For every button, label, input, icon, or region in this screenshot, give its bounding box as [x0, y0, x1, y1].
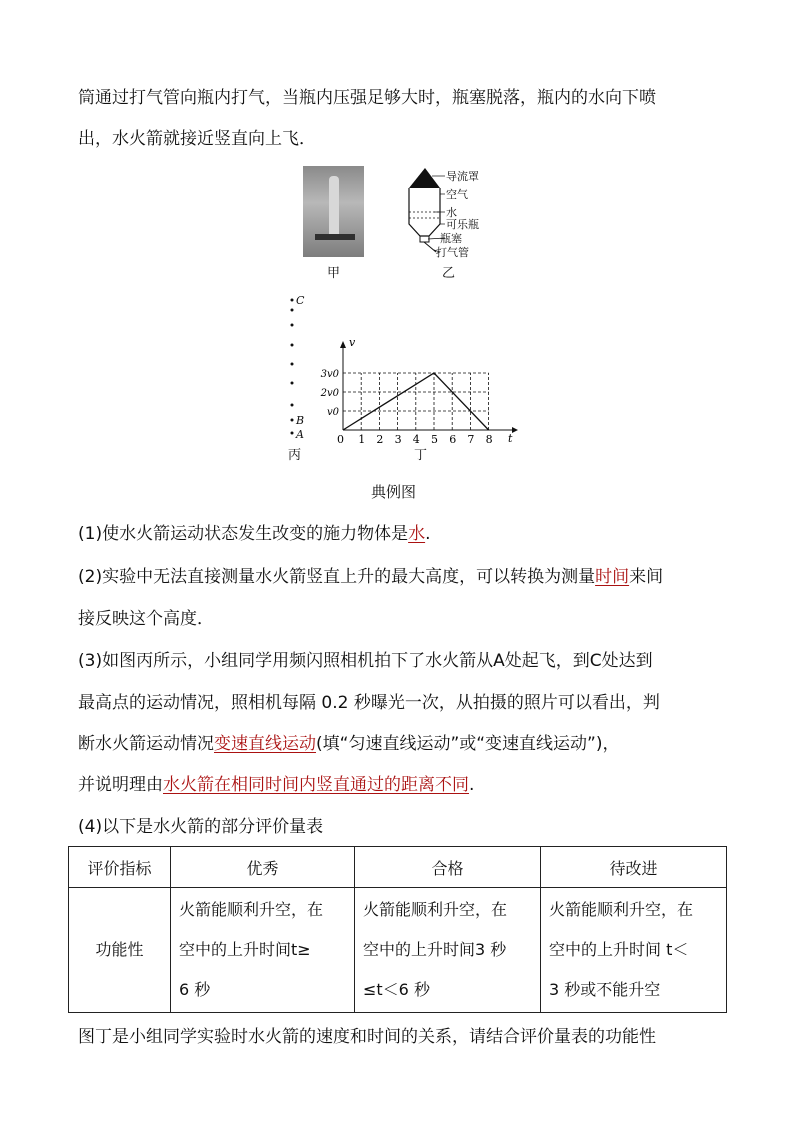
x-tick-label: 3	[394, 433, 402, 446]
question-3-line-4	[78, 774, 474, 796]
q3-reason-text: 并说明理由	[78, 775, 163, 795]
point-b-label: B	[296, 414, 305, 427]
cell-line: 火箭能顺利升空，在	[179, 900, 324, 919]
bottle-shape	[329, 176, 339, 236]
yi-label-bottle: 可乐瓶	[446, 218, 479, 231]
velocity-line	[343, 373, 489, 430]
cell-pass	[355, 888, 541, 1013]
x-tick-label: 4	[412, 433, 420, 446]
y-axis-arrow	[340, 341, 346, 348]
q3-end: .	[469, 775, 475, 795]
x-tick-label: 5	[431, 433, 438, 446]
q3-answer-reason: 水火箭在相同时间内竖直通过的距离不同	[163, 775, 469, 795]
strobe-dot	[291, 344, 294, 347]
intro-line-1: 筒通过打气管向瓶内打气，当瓶内压强足够大时，瓶塞脱落，瓶内的水向下喷	[78, 88, 656, 108]
x-tick-label: 1	[358, 433, 366, 446]
y-tick-label: v0	[326, 407, 339, 418]
x-tick-label: 7	[467, 433, 475, 446]
cell-line: 空中的上升时间 t＜	[549, 940, 689, 959]
cell-line: 空中的上升时间t≥	[179, 940, 311, 959]
x-tick-label: 6	[449, 433, 457, 446]
intro-line-2: 出，水火箭就接近竖直向上飞．	[78, 129, 316, 149]
strobe-dot	[291, 299, 294, 302]
row-label-function: 功能性	[69, 888, 171, 1013]
cell-improve	[541, 888, 727, 1013]
strobe-dot	[291, 309, 294, 312]
label-bing: 丙	[288, 448, 302, 463]
strobe-dot	[291, 404, 294, 407]
x-tick-label: 0	[337, 433, 344, 446]
question-3-line-1: (3)如图丙所示，小组同学用频闪照相机拍下了水火箭从A处起飞，到C处达到	[78, 651, 653, 671]
strobe-dot	[291, 363, 294, 366]
diagram-yi	[400, 166, 500, 270]
fairing	[409, 168, 440, 188]
question-2	[78, 566, 663, 588]
cell-line: 3 秒或不能升空	[549, 980, 661, 999]
q2-text: (2)实验中无法直接测量水火箭竖直上升的最大高度，可以转换为测量	[78, 567, 596, 587]
label-yi: 乙	[442, 266, 456, 281]
question-1	[78, 523, 431, 545]
evaluation-table	[68, 846, 727, 1013]
stopper	[420, 236, 429, 242]
question-2-line-2: 接反映这个高度．	[78, 609, 214, 629]
cell-line: 6 秒	[179, 980, 211, 999]
y-axis-label: v	[349, 336, 356, 349]
x-axis-label: t	[508, 432, 513, 445]
label-jia: 甲	[327, 266, 341, 281]
cell-line: 火箭能顺利升空，在	[549, 900, 694, 919]
chart-grid	[343, 373, 489, 430]
figure-caption: 典例图	[371, 483, 417, 501]
header-pass: 合格	[355, 847, 541, 888]
q1-end: .	[425, 524, 431, 544]
point-a-label: A	[296, 428, 304, 441]
q3-answer-motion: 变速直线运动	[214, 734, 316, 754]
x-tick-label: 2	[376, 433, 384, 446]
header-improve: 待改进	[541, 847, 727, 888]
cell-line: 火箭能顺利升空，在	[363, 900, 508, 919]
strobe-dot	[291, 324, 294, 327]
header-excellent: 优秀	[171, 847, 355, 888]
footer-text: 图丁是小组同学实验时水火箭的速度和时间的关系，请结合评价量表的功能性	[78, 1027, 656, 1047]
q2-answer: 时间	[595, 567, 630, 587]
point-c-label: C	[296, 294, 305, 307]
vt-chart	[320, 336, 520, 448]
strobe-dot	[291, 432, 294, 435]
photo-jia	[303, 166, 364, 257]
launch-stand	[315, 234, 355, 240]
diagram-bing	[282, 292, 322, 442]
strobe-dot	[291, 382, 294, 385]
q1-text: (1)使水火箭运动状态发生改变的施力物体是	[78, 524, 409, 544]
yi-label-tube: 打气管	[436, 246, 469, 259]
yi-label-stopper: 瓶塞	[440, 232, 462, 245]
air-tube	[424, 242, 436, 252]
yi-label-fairing: 导流罩	[446, 170, 479, 183]
q2-end: 来间	[629, 567, 664, 587]
cell-excellent	[171, 888, 355, 1013]
question-4: (4)以下是水火箭的部分评价量表	[78, 817, 324, 837]
question-3-line-2: 最高点的运动情况，照相机每隔 0.2 秒曝光一次，从拍摄的照片可以看出，判	[78, 693, 660, 713]
label-ding: 丁	[414, 448, 428, 463]
cell-line: ≤t＜6 秒	[363, 980, 430, 999]
strobe-dot	[291, 419, 294, 422]
cell-line: 空中的上升时间3 秒	[363, 940, 507, 959]
y-tick-label: 3v0	[320, 369, 339, 380]
yi-label-water: 水	[446, 206, 457, 219]
table-header-row	[69, 847, 727, 888]
yi-label-air: 空气	[446, 188, 468, 201]
x-tick-label: 8	[485, 433, 493, 446]
q1-answer: 水	[408, 524, 426, 544]
header-indicator: 评价指标	[69, 847, 171, 888]
q3-hint: (填“匀速直线运动”或“变速直线运动”)，	[316, 734, 620, 754]
x-axis-arrow	[512, 427, 518, 433]
q3-text: 断水火箭运动情况	[78, 734, 214, 754]
question-3-line-3	[78, 733, 620, 755]
table-row	[69, 888, 727, 1013]
y-tick-label: 2v0	[320, 388, 339, 399]
